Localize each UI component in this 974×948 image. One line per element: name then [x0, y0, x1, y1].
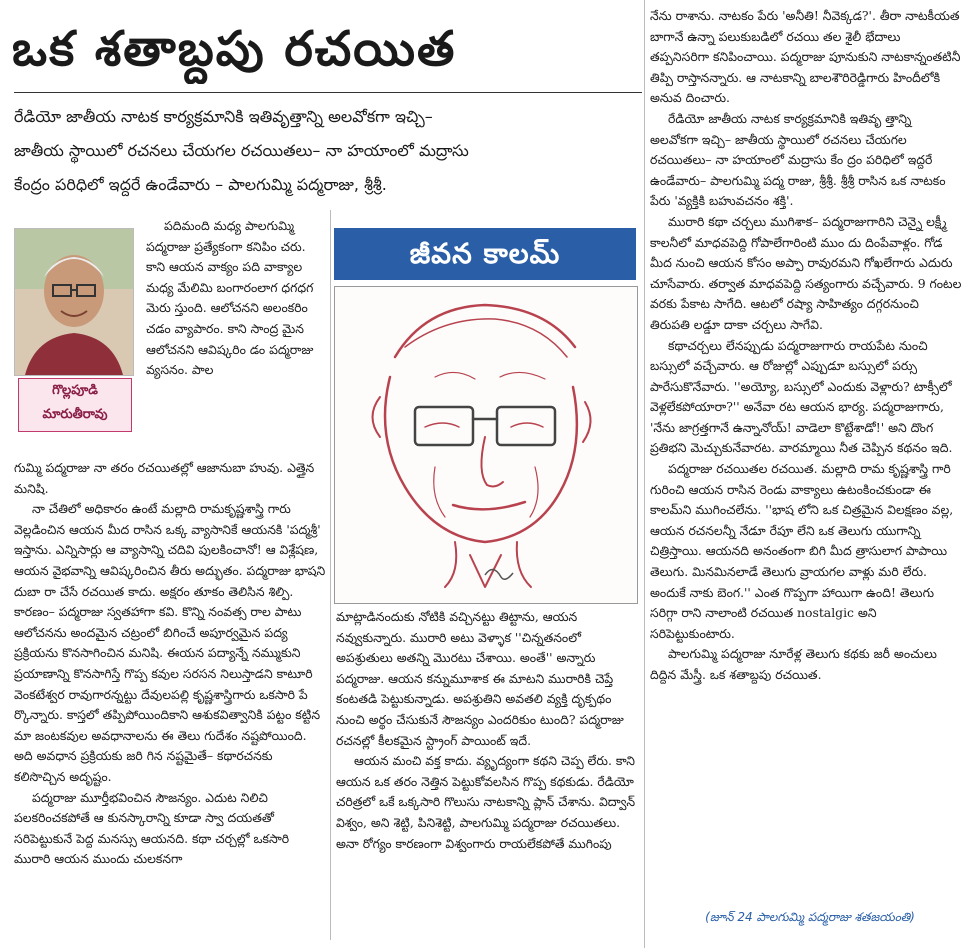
column-1-top [146, 216, 326, 456]
column-3 [650, 6, 962, 908]
author-byline [18, 378, 132, 432]
column-divider [330, 210, 331, 940]
byline-first: గొల్లపూడి [52, 383, 98, 398]
column-2-bottom [336, 607, 638, 939]
article-headline: ఒక శతాబ్దపు రచయిత [12, 21, 457, 77]
paragraph: మురారి కథా చర్చలు ముగిశాక– పద్మరాజుగారిని చెన్నై లక్ష్మీ కాలనీలో మాధవపెద్ది గోపాలేగారింటి ముం దు దింపేవాళ్లం. గోడ మీద నుంచి ఆయన కోసం అప్పా రావురమని గోఖలేగారు ఎదురు చూసేవారు. తర్వాత మాధవపెద్ది సత్యంగారు వచ్చేవారు. 9 గంటల వరకు పేకాట సాగేది. ఆటలో రష్యా సాహిత్యం దగ్గరనుంచి తిరుపతి లడ్డూ దాకా చర్చలు సాగేవి. [650, 213, 962, 332]
deck-line-2: జాతీయ స్థాయిలో రచనలు చేయగల రచయితలు– నా హయాంలో మద్రాసు [14, 141, 469, 160]
paragraph: మాట్లాడినందుకు నోటికి వచ్చినట్టు తిట్టాను, ఆయన నవ్వుకున్నారు. మురారి అటు వెళ్ళాక ''చిన్నతనంలో అపశ్రుతులు అతన్ని మొరటు చేశాయి. అంతే'' అన్నారు పద్మరాజు. ఆయన కన్నుమూశాక ఈ మాటని మురారికి చెప్తే కంటతడి పెట్టుకున్నాడు. అపశ్రుతిని అవతలి వ్యక్తి దృక్పథం నుంచి అర్థం చేసుకునే సౌజన్యం ఎందరికుం టుంది? పద్మరాజు రచనల్లో కీలకమైన స్ట్రాంగ్ పాయింట్ ఇదే. [336, 609, 624, 748]
byline-second: మారుతీరావు [42, 407, 108, 422]
paragraph: నేను రాశాను. నాటకం పేరు 'అనీతి! నీవెక్కడ?'. తీరా నాటకీయత బాగానే ఉన్నా పలుకుబడిలో రచయి తల శైలీ భేదాలు తప్పనిసరిగా కనిపించాయి. పద్మరాజు పూనుకుని నాటకాన్నంతటినీ తిప్పి రాస్తానన్నారు. ఆ నాటకాన్ని బాలశౌరిరెడ్డిగారు హిందీలోకి అనువ దించారు. [650, 8, 961, 106]
paragraph: రేడియో జాతీయ నాటక కార్యక్రమానికి ఇతివృ త్తాన్ని అలవోకగా ఇచ్చి– జాతీయ స్థాయిలో రచనలు చేయగల రచయితలు– నా హయాంలో మద్రాసు కేం ద్రం పరిధిలో ఇద్దరే ఉండేవారు– పాలగుమ్మి పద్మ రాజు, శ్రీశ్రీ. శ్రీశ్రీ రాసిన ఒక నాటకం పేరు 'వ్యక్తికి బహువచనం శక్తి'. [650, 110, 946, 209]
author-portrait [14, 228, 134, 376]
paragraph: ఆయన మంచి వక్త కాదు. వ్యృద్యంగా కథని చెప్ప లేరు. కాని ఆయన ఒక తరం నెత్తిన పెట్టుకోవలసిన గొప్ప కథకుడు. రేడియో చరిత్రలో ఒకే ఒక్కసారి గొలుసు నాటకాన్ని ప్లాన్ చేశాను. విద్వాన్ విశ్వం, అని శెట్టి, పినిశెట్టి, పాలగుమ్మి పద్మరాజు రచయితలు. అనా రోగ్యం కారణంగా విశ్వంగారు రాయలేకపోతే ముగింపు [336, 753, 636, 851]
column-banner: జీవన కాలమ్ [334, 228, 636, 280]
column-1-bottom [14, 458, 326, 940]
paragraph: పద్మరాజు రచయితల రచయిత. మల్లాది రామ కృష్ణశాస్త్రి గారి గురించి ఆయన రాసిన రెండు వాక్యాలు ఉటంకించకుండా ఈ కాలమ్‌ని ముగించలేను. ''భాష లోని ఒక చిత్రమైన విలక్షణం వల్ల, ఆయన రచనలన్నీ నేడూ రేపూ లేని ఒక తెలుగు యుగాన్ని చిత్రిస్తాయి. ఆయనది అనంతంగా బిగి మీద త్రాసులాగ పాపాయి తెలుగు. మినమినలాడే తెలుగు వ్రాయగల వాళ్లు మరి లేరు. అందుకే నాకు బెంగ.'' ఎంత గొప్పగా హాయిగా ఉంది! తెలుగు సరిగ్గా రాని నాలాంటి రచయిత nostalgic అని సరిపెట్టుకుంటారు. [650, 461, 954, 641]
column-divider [644, 0, 645, 948]
anniversary-credit: (జూన్ 24 పాలగుమ్మి పద్మరాజు శతజయంతి) [705, 910, 915, 924]
paragraph: పాలగుమ్మి పద్మరాజు నూరేళ్ల తెలుగు కథకు జరీ అంచులు దిద్దిన మేస్త్రీ. ఒక శతాబ్దపు రచయిత. [650, 646, 937, 682]
paragraph: పద్మరాజు మూర్తీభవించిన సౌజన్యం. ఎదుట నిలిచి పలకరించకపోతే ఆ కునస్కారాన్ని కూడా స్వా దయతతో సరిపెట్టుకునే పెద్ద మనస్సు ఆయనది. కథా చర్చల్లో ఒకసారి మురారి ఆయన ముందు చులకనగా [14, 789, 290, 867]
paragraph: నా చేతిలో అధికారం ఉంటే మల్లాది రామకృష్ణశాస్త్రి గారు వెల్లడించిన ఆయన మీద రాసిన ఒక్క వ్యాసానికే ఆయనకి 'పద్మశ్రీ' ఇస్తాను. ఎన్నిసార్లు ఆ వ్యాసాన్ని చదివి పులకించానో! ఆ విశ్లేషణ, ఆయన వైభవాన్ని ఆవిష్కరించిన తీరు అద్భుతం. పద్మరాజు భాషని దుబా రా చేసే రచయిత కాదు. అక్షరం తూకం తెలిసిన శిల్పి. కారణం– పద్మరాజు స్వతహాగా కవి. కొన్ని నంవత్స రాల పాటు ఆలోచనను అందమైన చట్రంలో బిగించే అపూర్వమైన పద్య ప్రక్రియను కొనసాగించిన మనిషి. ఈయన పద్యాన్నే నమ్ముకుని ప్రయాణాన్ని కొనసాగిస్తే గొప్ప కవుల సరసన నిలుస్తాడని కాటూరి వెంకటేశ్వర రావుగారన్నట్టు దేవులపల్లి కృష్ణశాస్త్రిగారు ఒకసారి పే ర్కొన్నారు. కాస్తలో తప్పిపోయిందికాని ఆశుకవిత్వానికి పట్టం కట్టిన మా జంటకవుల అవధానాలను ఈ తెలు గుదేశం నష్టపోయింది. అది అవధాన ప్రక్రియకు జరి గిన నష్టమైతే– కథారచనకు కలిసొచ్చిన అదృష్టం. [14, 501, 326, 784]
paragraph: గుమ్మి పద్మరాజు నా తరం రచయితల్లో ఆజానుబా హువు. ఎత్తైన మనిషి. [14, 460, 315, 496]
deck-rule [14, 92, 642, 93]
paragraph: పదిమంది మధ్య పాలగుమ్మి పద్మరాజు ప్రత్యేకంగా కనిపిం చరు. కాని ఆయన వాక్యం పది వాక్యాల మధ్య మేలిమి బంగారంలాగ ధగధగ మెరు స్తుంది. ఆలోచనని అలంకరిం చడం వ్యాపారం. కాని సాంద్ర మైన ఆలోచనని ఆవిష్కరిం డం పద్మరాజు వ్యసనం. పాల [146, 218, 314, 378]
deck-line-1: రేడియో జాతీయ నాటక కార్యక్రమానికి ఇతివృత్తాన్ని అలవోకగా ఇచ్చి– [14, 107, 433, 126]
article-deck [14, 100, 640, 202]
paragraph: కథాచర్చలు లేనప్పుడు పద్మరాజుగారు రాయపేట నుంచి బస్సులో వచ్చేవారు. ఆ రోజుల్లో ఎప్పుడూ బస్సులో పర్సు పారేసుకొనేవారు. ''అయ్యో, బస్సులో ఎందుకు వెళ్లారు? టాక్సీలో వెళ్లలేకపోయారా?'' అనేవా రట ఆయన భార్య. పద్మరాజుగారు, 'నేను జాగ్రత్తగానే ఉన్నానోయ్! వాడెలా కొట్టేశాడో!' అని దొంగ ప్రతిభని మెచ్చుకునేవారట. వారమ్మాయి నీత చెప్పిన కథనం ఇది. [650, 337, 953, 456]
portrait-sketch [334, 286, 638, 604]
deck-line-3: కేంద్రం పరిధిలో ఇద్దరే ఉండేవారు – పాలగుమ్మి పద్మరాజు, శ్రీశ్రీ. [14, 175, 387, 194]
